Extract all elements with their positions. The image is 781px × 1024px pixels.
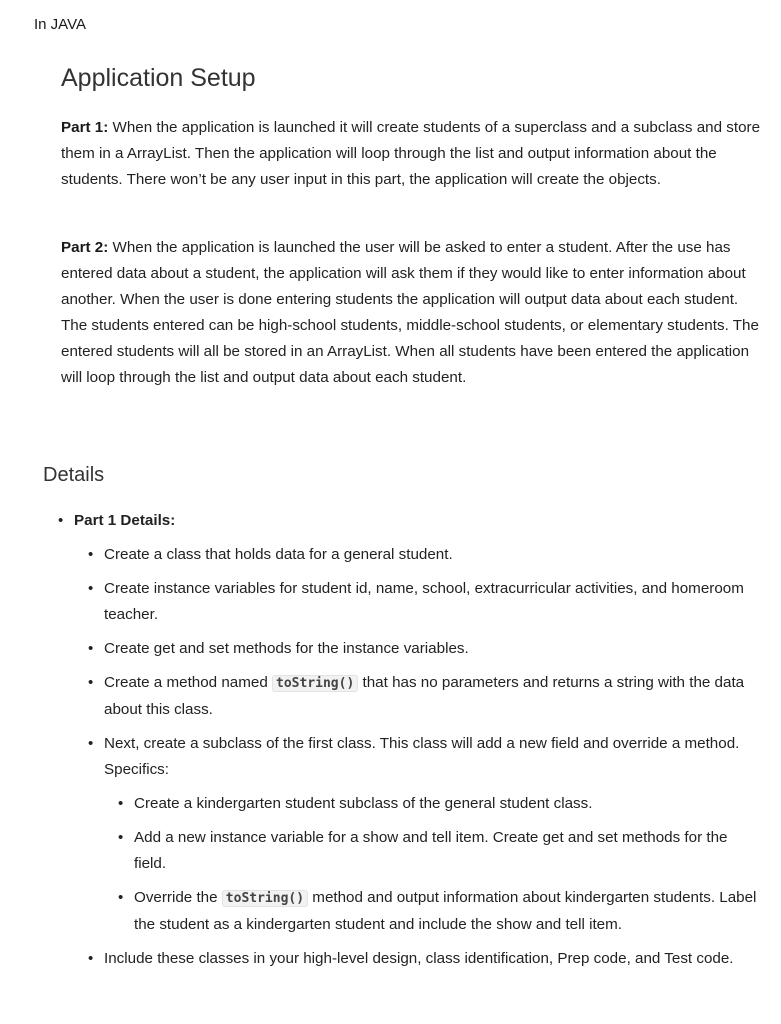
list-item-text: Override the: [134, 889, 222, 906]
part1-details-sublist: [88, 542, 758, 972]
list-item-subclass: [88, 731, 758, 938]
list-item-text: Add a new instance variable for a show and tell item. Create get and set methods for the field.: [134, 829, 728, 872]
details-list: [58, 508, 758, 980]
part2-text: When the application is launched the user will be asked to enter a student. After the use has entered data about a student, the application will ask them if they would like to enter information about another. When the user is done entering students the application will output data about each student. The students entered can be high-school students, middle-school students, or elementary students. The entered students will all be stored in an ArrayList. When all students have been entered the application will loop through the list and output data about each student.: [61, 239, 759, 386]
list-item-override: [118, 885, 758, 938]
application-setup-heading: Application Setup: [61, 64, 256, 92]
list-item-show-tell: [118, 825, 758, 877]
list-item-text: Create a method named: [104, 674, 273, 691]
top-note: In JAVA: [34, 16, 86, 33]
list-item-text: Next, create a subclass of the first class. This class will add a new field and override a method. Specifics:: [104, 735, 740, 778]
list-item-tostring: [88, 670, 758, 723]
tostring-code: toString(): [272, 675, 358, 692]
part1-details-label: Part 1 Details:: [74, 512, 176, 529]
list-item-text: Create get and set methods for the instance variables.: [104, 640, 469, 657]
list-item-text: method and output information about kindergarten students. Label the student as a kindergarten student and include the show and tell item.: [134, 889, 757, 933]
list-item-class-general: [88, 542, 758, 568]
list-item-text: Create a kindergarten student subclass of the general student class.: [134, 795, 593, 812]
part1-details-item: [58, 508, 758, 972]
part1-text: When the application is launched it will create students of a superclass and a subclass and store them in a ArrayList. Then the application will loop through the list and output information about the students. There won’t be any user input in this part, the application will create the objects.: [61, 119, 761, 188]
list-item-kindergarten: [118, 791, 758, 817]
subclass-sublist: [118, 791, 758, 938]
list-item-text: Create instance variables for student id, name, school, extracurricular activities, and homeroom teacher.: [104, 580, 744, 623]
part2-paragraph: [61, 235, 761, 391]
override-tostring-code: toString(): [222, 890, 308, 907]
part1-paragraph: [61, 115, 761, 193]
list-item-get-set: [88, 636, 758, 662]
details-heading: Details: [43, 464, 105, 486]
list-item-text: Include these classes in your high-level design, class identification, Prep code, and Test code.: [104, 950, 734, 967]
part2-label: Part 2:: [61, 239, 109, 256]
list-item-text: that has no parameters and returns a string with the data about this class.: [104, 674, 745, 718]
part1-label: Part 1:: [61, 119, 109, 136]
list-item-instance-vars: [88, 576, 758, 628]
list-item-text: Create a class that holds data for a general student.: [104, 546, 453, 563]
list-item-include-classes: [88, 946, 758, 972]
